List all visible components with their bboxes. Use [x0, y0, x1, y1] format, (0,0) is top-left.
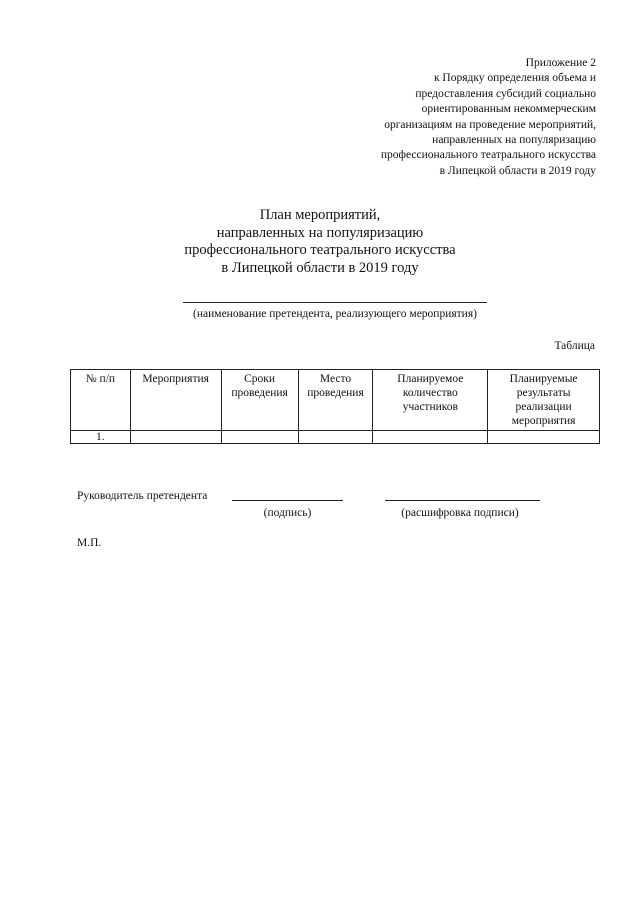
appendix-line: профессионального театрального искусства: [380, 149, 596, 162]
signature-caption: (подпись): [263, 507, 312, 519]
signature-decoding-caption: (расшифровка подписи): [401, 507, 519, 519]
events-plan-table: [70, 369, 600, 444]
applicant-caption: (наименование претендента, реализующего мероприятия): [193, 308, 477, 320]
table-header-row: [71, 370, 600, 431]
appendix-header: [296, 56, 596, 179]
title-line: направленных на популяризацию: [216, 224, 424, 241]
header-dates: Сроки проведения: [221, 370, 298, 431]
header-results: Планируемые результаты реализации мероприятия: [488, 370, 600, 431]
title-line: в Липецкой области в 2019 году: [221, 259, 419, 276]
table-cell: [298, 431, 373, 444]
signature-line: [232, 500, 343, 501]
table-cell: [221, 431, 298, 444]
table-cell: [488, 431, 600, 444]
table-cell: 1.: [71, 431, 131, 444]
header-number: № п/п: [71, 370, 131, 431]
appendix-line: ориентированным некоммерческим: [421, 103, 596, 116]
table-row: [71, 431, 600, 444]
signature-label: Руководитель претендента: [77, 490, 208, 502]
table-label: Таблица: [554, 340, 595, 352]
appendix-line: к Порядку определения объема и: [433, 72, 596, 85]
applicant-name-line: [183, 302, 487, 303]
header-participants: Планируемое количество участников: [373, 370, 488, 431]
table-cell: [373, 431, 488, 444]
stamp-placeholder: М.П.: [77, 537, 102, 549]
appendix-line: Приложение 2: [525, 57, 596, 69]
appendix-line: направленных на популяризацию: [432, 134, 596, 147]
title-line: профессионального театрального искусства: [184, 242, 456, 258]
signature-decoding-line: [385, 500, 540, 501]
title-line: План мероприятий,: [259, 207, 381, 223]
table-cell: [130, 431, 221, 444]
header-venue: Место проведения: [298, 370, 373, 431]
header-events: Мероприятия: [130, 370, 221, 431]
appendix-line: организациям на проведение мероприятий,: [384, 118, 596, 131]
document-title: [0, 207, 640, 277]
appendix-line: предоставления субсидий социально: [415, 87, 596, 100]
appendix-line: в Липецкой области в 2019 году: [439, 164, 596, 177]
